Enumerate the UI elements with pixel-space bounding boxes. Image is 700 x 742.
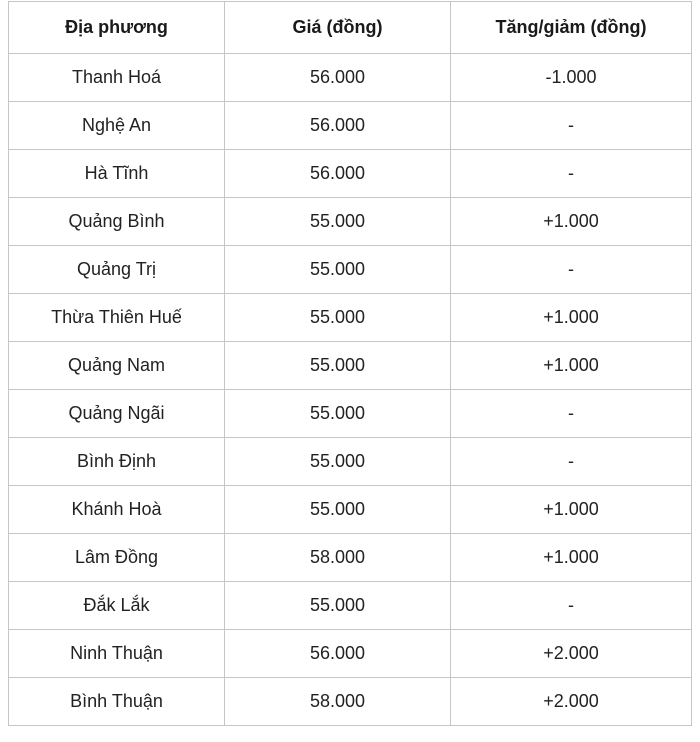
cell-location: Quảng Ngãi [9,390,225,438]
table-row [9,54,692,102]
table-row [9,390,692,438]
table-row [9,630,692,678]
cell-change: +1.000 [451,342,692,390]
cell-change: - [451,102,692,150]
cell-price: 56.000 [225,630,451,678]
column-header-price: Giá (đồng) [225,2,451,54]
table-row [9,438,692,486]
cell-location: Quảng Nam [9,342,225,390]
cell-price: 55.000 [225,390,451,438]
cell-price: 58.000 [225,534,451,582]
cell-change: - [451,390,692,438]
column-header-location: Địa phương [9,2,225,54]
cell-price: 55.000 [225,294,451,342]
cell-change: - [451,438,692,486]
cell-price: 55.000 [225,486,451,534]
table-row [9,486,692,534]
cell-change: +1.000 [451,294,692,342]
cell-price: 56.000 [225,54,451,102]
cell-change: +2.000 [451,630,692,678]
table-row [9,246,692,294]
cell-change: +1.000 [451,486,692,534]
cell-change: - [451,582,692,630]
cell-location: Ninh Thuận [9,630,225,678]
cell-location: Bình Thuận [9,678,225,726]
cell-location: Thanh Hoá [9,54,225,102]
table-row [9,342,692,390]
cell-change: - [451,246,692,294]
cell-location: Quảng Bình [9,198,225,246]
cell-change: -1.000 [451,54,692,102]
cell-change: +2.000 [451,678,692,726]
cell-price: 55.000 [225,342,451,390]
cell-price: 58.000 [225,678,451,726]
cell-location: Lâm Đồng [9,534,225,582]
cell-change: - [451,150,692,198]
table-row [9,150,692,198]
cell-price: 56.000 [225,150,451,198]
cell-price: 56.000 [225,102,451,150]
table-row [9,582,692,630]
cell-price: 55.000 [225,198,451,246]
cell-location: Nghệ An [9,102,225,150]
table-header-row [9,2,692,54]
cell-change: +1.000 [451,534,692,582]
cell-change: +1.000 [451,198,692,246]
column-header-change: Tăng/giảm (đồng) [451,2,692,54]
cell-location: Đắk Lắk [9,582,225,630]
price-table [8,1,692,726]
cell-price: 55.000 [225,246,451,294]
cell-location: Bình Định [9,438,225,486]
table-row [9,678,692,726]
table-row [9,102,692,150]
table-row [9,198,692,246]
cell-price: 55.000 [225,438,451,486]
cell-location: Thừa Thiên Huế [9,294,225,342]
table-row [9,294,692,342]
table-row [9,534,692,582]
cell-price: 55.000 [225,582,451,630]
cell-location: Quảng Trị [9,246,225,294]
cell-location: Hà Tĩnh [9,150,225,198]
table-body [9,54,692,726]
cell-location: Khánh Hoà [9,486,225,534]
